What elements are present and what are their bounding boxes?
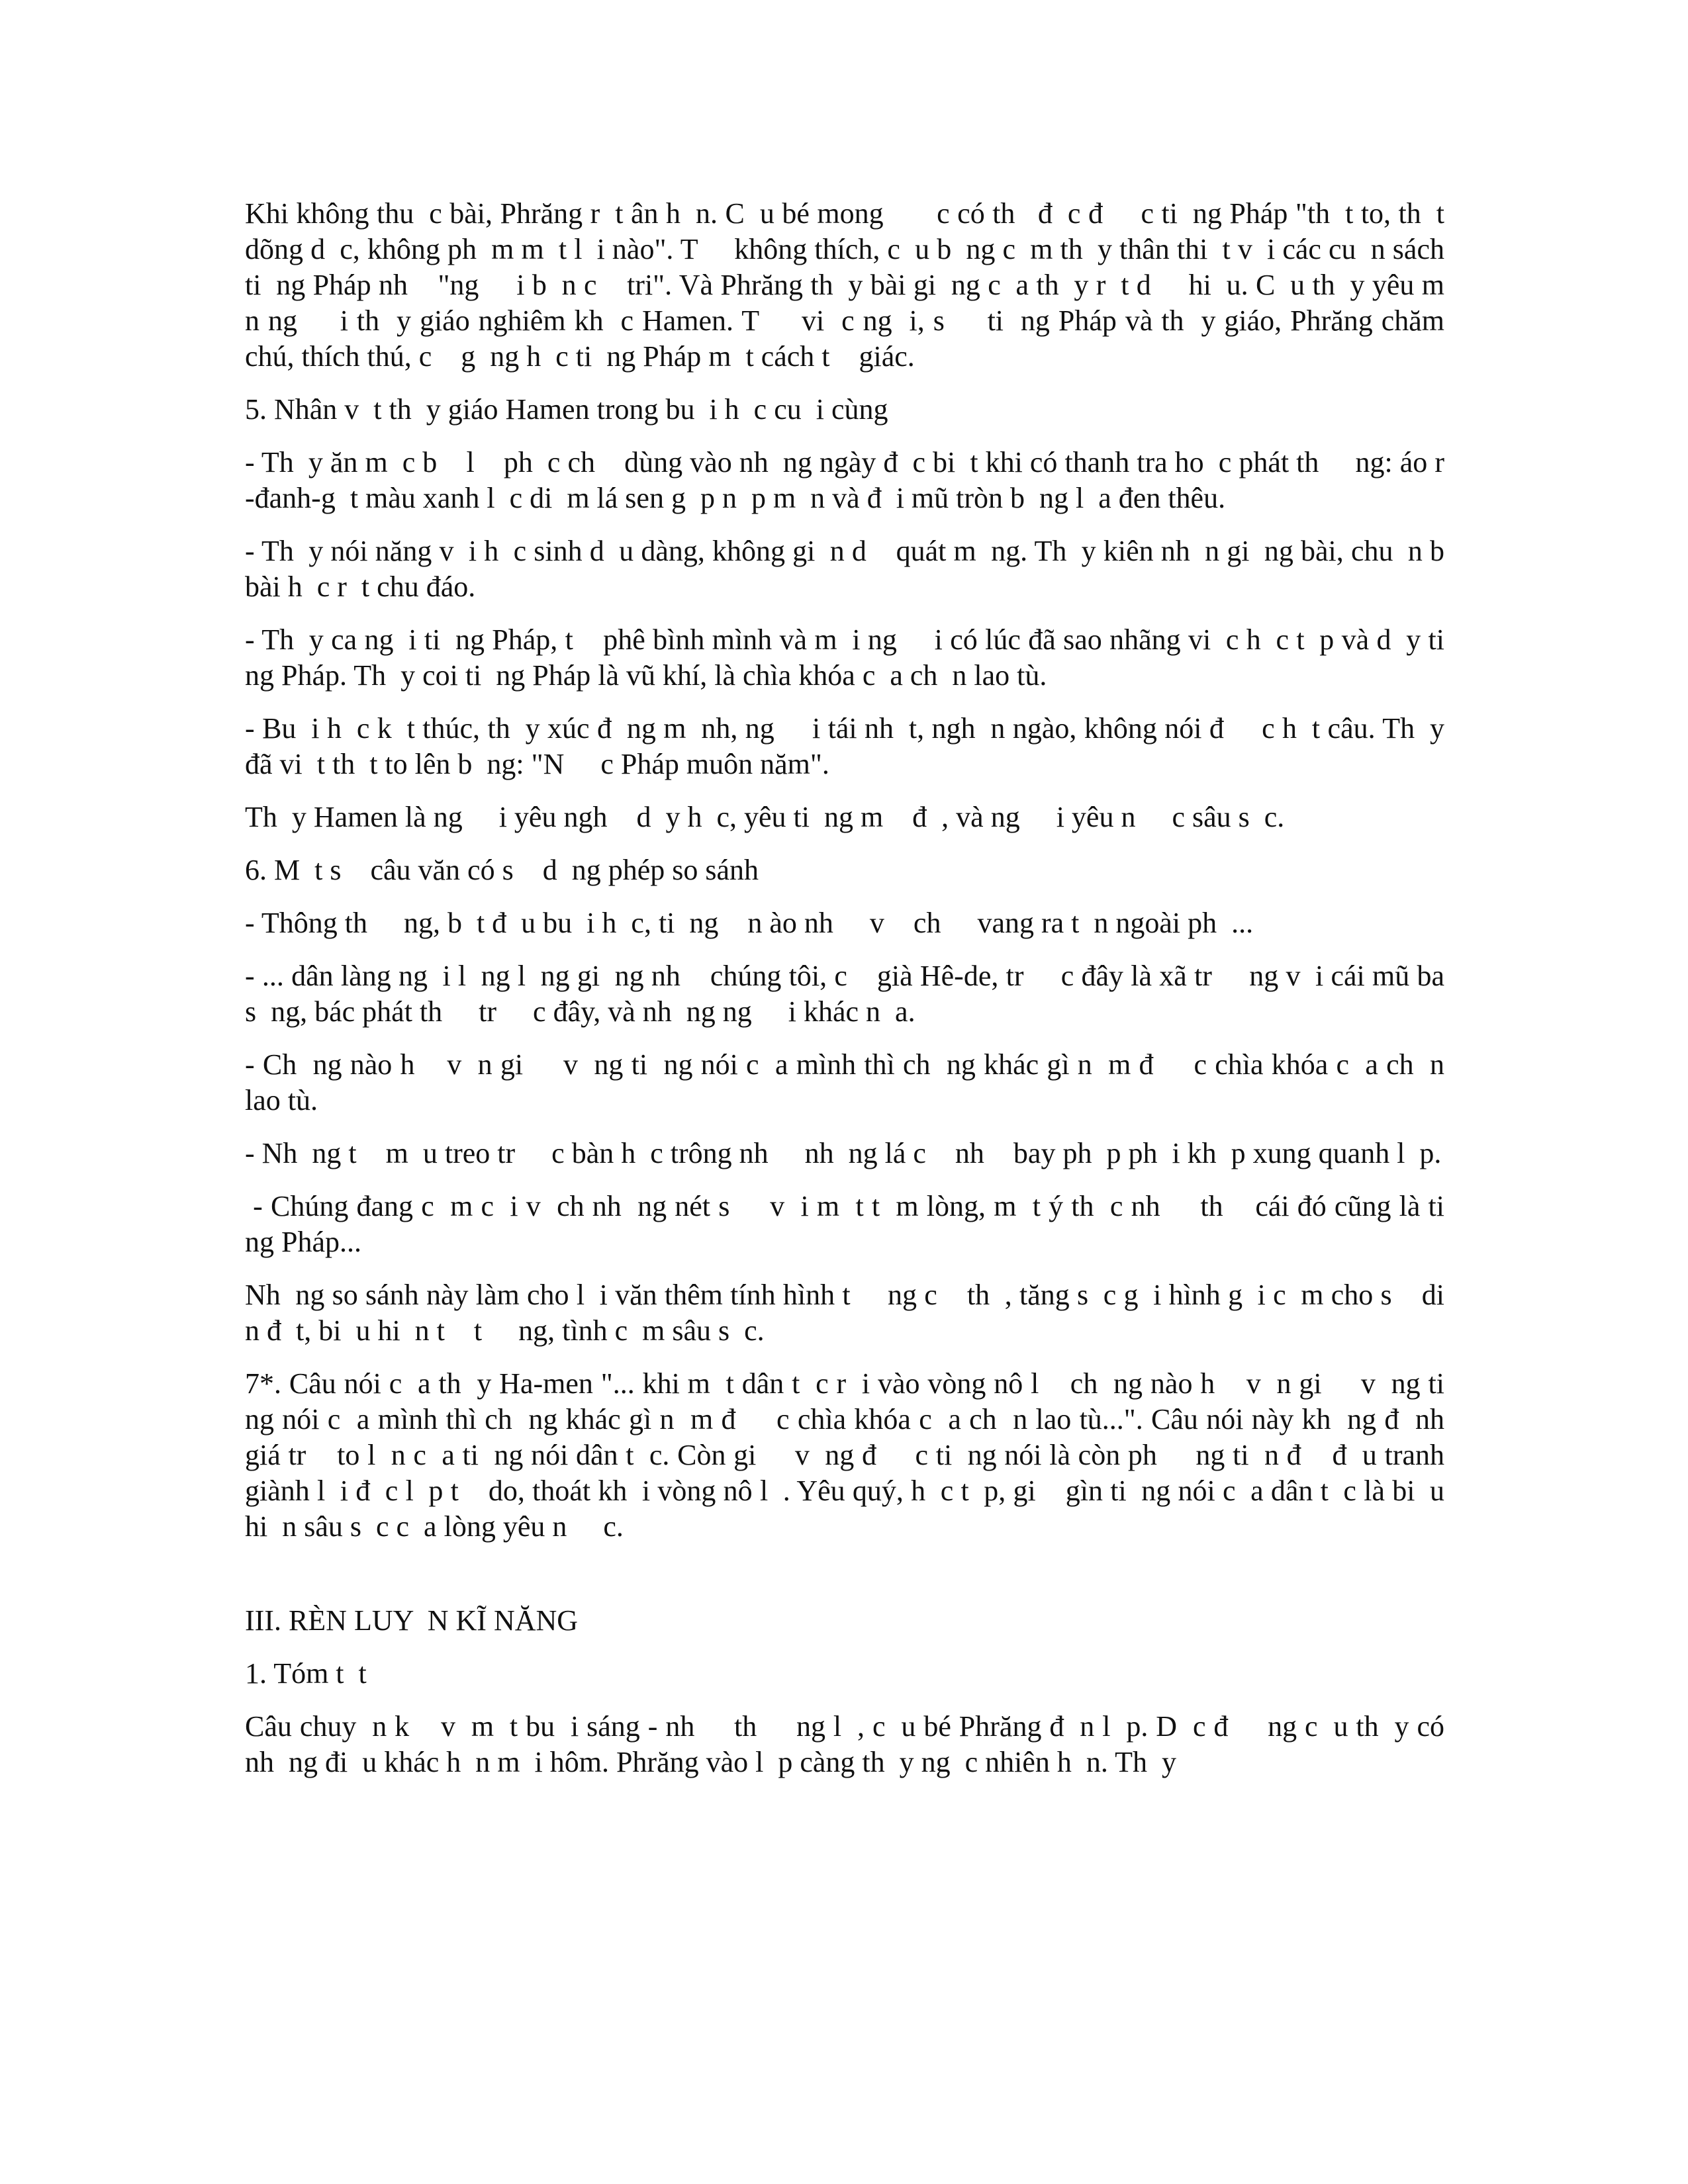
paragraph-comparison-effect: Nh ng so sánh này làm cho l i văn thêm tính hình t ng c th , tăng s c g i hình g i c m cho s di n đ t, bi u hi n t t ng, tình c m sâu s c. (245, 1279, 1459, 1347)
heading-teacher-hamen: 5. Nhân v t th y giáo Hamen trong bu i h c cu i cùng (245, 393, 888, 426)
paragraph-attitude-change: Khi không thu c bài, Phrăng r t ân h n. C u bé mong c có th đ c đ c ti ng Pháp "th t to, th t dõng d c, không ph m m t l i nào". T không thích, c u b ng c m th y thân thi t v i các cu n sách ti ng Pháp nh "ng i b n c tri". Và Phrăng th y bài gi ng c a th y r t d hi u. C u th y yêu m n ng i th y giáo nghiêm kh c Hamen. T vi c ng i, s ti ng Pháp và th y giáo, Phrăng chăm chú, thích thú, c g ng h c ti ng Pháp m t cách t giác. (245, 197, 1459, 373)
paragraph-teacher-summary: Th y Hamen là ng i yêu ngh d y h c, yêu ti ng m đ , và ng i yêu n c sâu s c. (245, 801, 1285, 833)
paragraph-comparison-2: - ... dân làng ng i l ng l ng gi ng nh chúng tôi, c già Hê-de, tr c đây là xã tr ng v i cái mũ ba s ng, bác phát th tr c đây, và nh ng ng i khác n a. (245, 960, 1452, 1028)
paragraph-quote-analysis: 7*. Câu nói c a th y Ha-men "... khi m t dân t c r i vào vòng nô l ch ng nào h v n gi v ng ti ng nói c a mình thì ch ng khác gì n m đ c chìa khóa c a ch n lao tù...". Câu nói này kh ng đ nh giá tr to l n c a ti ng nói dân t c. Còn gi v ng đ c ti ng nói là còn ph ng ti n đ đ u tranh giành l i đ c l p t do, thoát kh i vòng nô l . Yêu quý, h c t p, gi gìn ti ng nói c a dân t c là bi u hi n sâu s c c a lòng yêu n c. (245, 1367, 1459, 1543)
subheading-summary: 1. Tóm t t (245, 1657, 367, 1690)
paragraph-lesson-end: - Bu i h c k t thúc, th y xúc đ ng m nh, ng i tái nh t, ngh n ngào, không nói đ c h t câu. Th y đã vi t th t to lên b ng: "N c Pháp muôn năm". (245, 712, 1452, 780)
paragraph-comparison-3: - Ch ng nào h v n gi v ng ti ng nói c a mình thì ch ng khác gì n m đ c chìa khóa c a ch n lao tù. (245, 1048, 1452, 1116)
heading-comparison-sentences: 6. M t s câu văn có s d ng phép so sánh (245, 854, 759, 886)
paragraph-teacher-clothes: - Th y ăn m c b l ph c ch dùng vào nh ng ngày đ c bi t khi có thanh tra ho c phát th ng: áo r -đanh-g t màu xanh l c di m lá sen g p n p m n và đ i mũ tròn b ng l a đen thêu. (245, 446, 1466, 514)
paragraph-story-summary: Câu chuy n k v m t bu i sáng - nh th ng l , c u bé Phrăng đ n l p. D c đ ng c u th y có nh ng đi u khác h n m i hôm. Phrăng vào l p càng th y ng c nhiên h n. Th y (245, 1710, 1452, 1778)
paragraph-comparison-1: - Thông th ng, b t đ u bu i h c, ti ng n ào nh v ch vang ra t n ngoài ph ... (245, 907, 1254, 939)
paragraph-teacher-speech: - Th y nói năng v i h c sinh d u dàng, không gi n d quát m ng. Th y kiên nh n gi ng bài, chu n b bài h c r t chu đáo. (245, 535, 1474, 603)
section-heading-skills: III. RÈN LUY N KĨ NĂNG (245, 1604, 579, 1637)
paragraph-comparison-5: - Chúng đang c m c i v ch nh ng nét s v i m t t m lòng, m t ý th c nh th cái đó cũng là ti ng Pháp... (245, 1190, 1460, 1258)
paragraph-teacher-praise: - Th y ca ng i ti ng Pháp, t phê bình mình và m i ng i có lúc đã sao nhãng vi c h c t p và d y ti ng Pháp. Th y coi ti ng Pháp là vũ khí, là chìa khóa c a ch n lao tù. (245, 623, 1459, 692)
document-page (245, 196, 1474, 1797)
paragraph-comparison-4: - Nh ng t m u treo tr c bàn h c trông nh nh ng lá c nh bay ph p ph i kh p xung quanh l p. (245, 1137, 1442, 1169)
